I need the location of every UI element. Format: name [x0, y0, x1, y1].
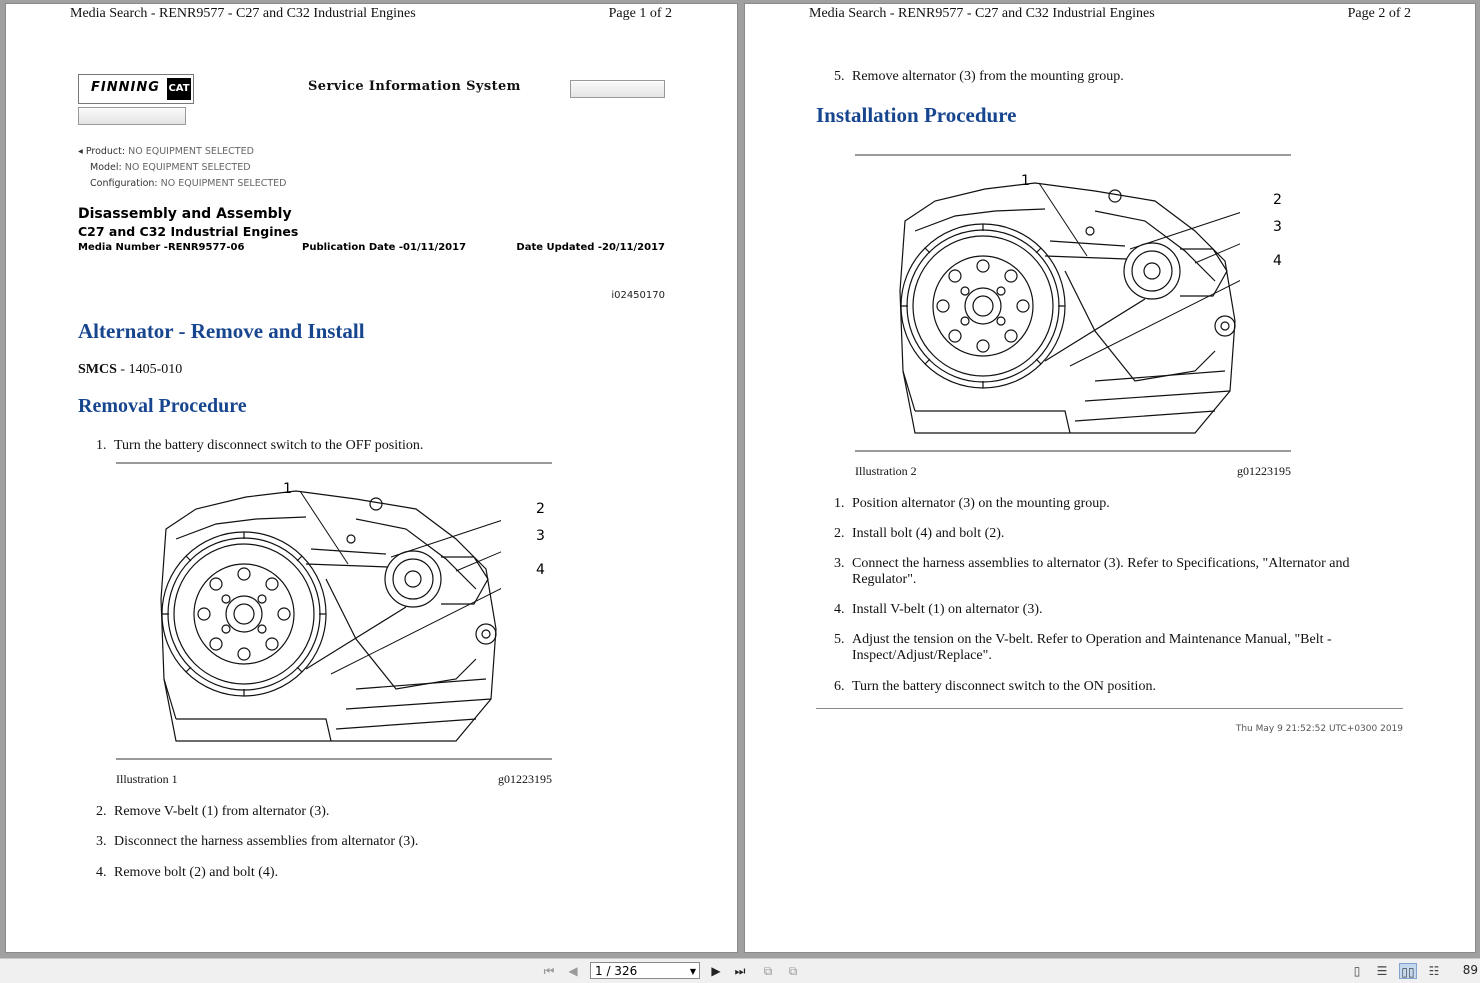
first-page-icon[interactable]: ⏮ — [543, 964, 555, 978]
illustration-bottom-rule — [855, 450, 1291, 452]
continuous-two-page-view-icon[interactable]: ☷ — [1428, 964, 1440, 978]
finning-cat-logo — [78, 74, 194, 104]
document-page-1: Media Search - RENR9577 - C27 and C32 Industrial Engines Page 1 of 2 FINNING CAT Service Information System ◂ Product: NO EQUIPMENT SELECTED Model: NO EQUIPMENT SELECTED Configuration: NO EQUIPMENT SELECTED Disassembly and Assembly C27 and C32 Industrial Engines Media Number -RENR9577-06 Publication Date -01/11/2017 Date Updated -20/11/2017 i02450170 Alternator - Remove and Install SMCS - 1405-010 Removal Procedure 1. Turn the battery disconnect switch to the OFF position. 1 2 3 4 Illustration 1 g01223195 2. Remove V-belt (1) from alternator (3). 3. Disconnect the harness assemblies from alternator (3). 4. Remove bolt (2) and bolt (4). — [6, 4, 737, 952]
viewer-toolbar — [0, 958, 1480, 983]
illustration-1-callout-3: 3 — [536, 528, 545, 544]
two-page-view-icon[interactable]: ▯▯ — [1399, 963, 1417, 979]
publication-date: Publication Date -01/11/2017 — [302, 242, 467, 253]
illustration-2-callout-2: 2 — [1273, 192, 1282, 208]
illustration-1-callout-1: 1 — [283, 481, 292, 497]
illustration-1-callout-4: 4 — [536, 562, 545, 578]
illustration-2-id: g01223195 — [1237, 464, 1291, 478]
continuous-view-icon[interactable]: ☰ — [1376, 964, 1388, 978]
engine-illustration-2 — [895, 171, 1240, 441]
media-number: Media Number -RENR9577-06 — [78, 242, 245, 253]
page-header-title: Media Search - RENR9577 - C27 and C32 Industrial Engines — [70, 6, 416, 21]
collapse-arrow-icon[interactable]: ◂ — [78, 146, 83, 157]
illustration-top-rule — [116, 462, 552, 464]
next-page-icon[interactable]: ▶ — [711, 964, 721, 978]
removal-heading: Removal Procedure — [78, 395, 247, 417]
logo-finning-text: FINNING — [91, 80, 160, 95]
page-header-number: Page 1 of 2 — [608, 6, 672, 21]
logo-search-field[interactable] — [78, 107, 186, 125]
rotate-ccw-icon[interactable]: ⧉ — [763, 964, 773, 978]
chevron-down-icon: ▼ — [689, 967, 696, 976]
model-line: Model: NO EQUIPMENT SELECTED — [90, 162, 251, 173]
end-rule — [816, 708, 1403, 709]
sis-title: Service Information System — [308, 79, 521, 94]
install-step-5: 5. Adjust the tension on the V-belt. Refer to Operation and Maintenance Manual, "Belt - Inspect/Adjust/Replace". — [834, 632, 1332, 663]
date-updated: Date Updated -20/11/2017 — [516, 242, 665, 253]
prev-page-icon[interactable]: ◀ — [568, 964, 578, 978]
page-header-title: Media Search - RENR9577 - C27 and C32 Industrial Engines — [809, 6, 1155, 21]
illustration-top-rule — [855, 154, 1291, 156]
page-header-number: Page 2 of 2 — [1347, 6, 1411, 21]
last-page-icon[interactable]: ⏭ — [734, 964, 746, 978]
product-line: ◂ Product: NO EQUIPMENT SELECTED — [78, 146, 254, 157]
doc-title: Disassembly and Assembly — [78, 206, 292, 222]
illustration-bottom-rule — [116, 758, 552, 760]
illustration-2-callout-4: 4 — [1273, 253, 1282, 269]
engine-illustration-1 — [156, 479, 501, 749]
install-step-3: 3. Connect the harness assemblies to alternator (3). Refer to Specifications, "Alternator and Regulator". — [834, 556, 1350, 587]
smcs-code: SMCS - 1405-010 — [78, 362, 183, 377]
installation-heading: Installation Procedure — [816, 103, 1017, 127]
illustration-1-callout-2: 2 — [536, 501, 545, 517]
main-heading: Alternator - Remove and Install — [78, 319, 365, 343]
configuration-line: Configuration: NO EQUIPMENT SELECTED — [90, 178, 287, 189]
logo-cat-text: CAT — [167, 78, 191, 100]
sis-search-field[interactable] — [570, 80, 665, 98]
illustration-2-callout-1: 1 — [1021, 173, 1030, 189]
illustration-1-caption: Illustration 1 — [116, 772, 178, 786]
document-id: i02450170 — [611, 290, 665, 301]
rotate-cw-icon[interactable]: ⧉ — [788, 964, 798, 978]
document-page-2: Media Search - RENR9577 - C27 and C32 Industrial Engines Page 2 of 2 5. Remove alternator (3) from the mounting group. Installation Procedure 1 2 3 4 Illustration 2 g01223195 1. Position alternator (3) on the mounting group. 2. Install bolt (4) and bolt (2). 3. Connect the harness assemblies to alternator (3). Refer to Specifications, "Alternator and Regulator". 4. Install V-belt (1) on alternator (3). 5. Adjust the tension on the V-belt. Refer to Operation and Maintenance Manual, "Belt - Inspect/Adjust/Replace". 6. Turn the battery disconnect switch to the ON position. Thu May 9 21:52:52 UTC+0300 2019 — [745, 4, 1475, 952]
single-page-view-icon[interactable]: ▯ — [1353, 964, 1361, 978]
doc-subtitle: C27 and C32 Industrial Engines — [78, 224, 299, 239]
illustration-1-id: g01223195 — [498, 772, 552, 786]
illustration-2-callout-3: 3 — [1273, 219, 1282, 235]
zoom-level[interactable]: 89 — [1462, 963, 1478, 977]
illustration-2-caption: Illustration 2 — [855, 464, 917, 478]
page-number-select[interactable]: 1 / 326 ▼ — [590, 962, 700, 979]
print-timestamp: Thu May 9 21:52:52 UTC+0300 2019 — [1235, 724, 1403, 734]
